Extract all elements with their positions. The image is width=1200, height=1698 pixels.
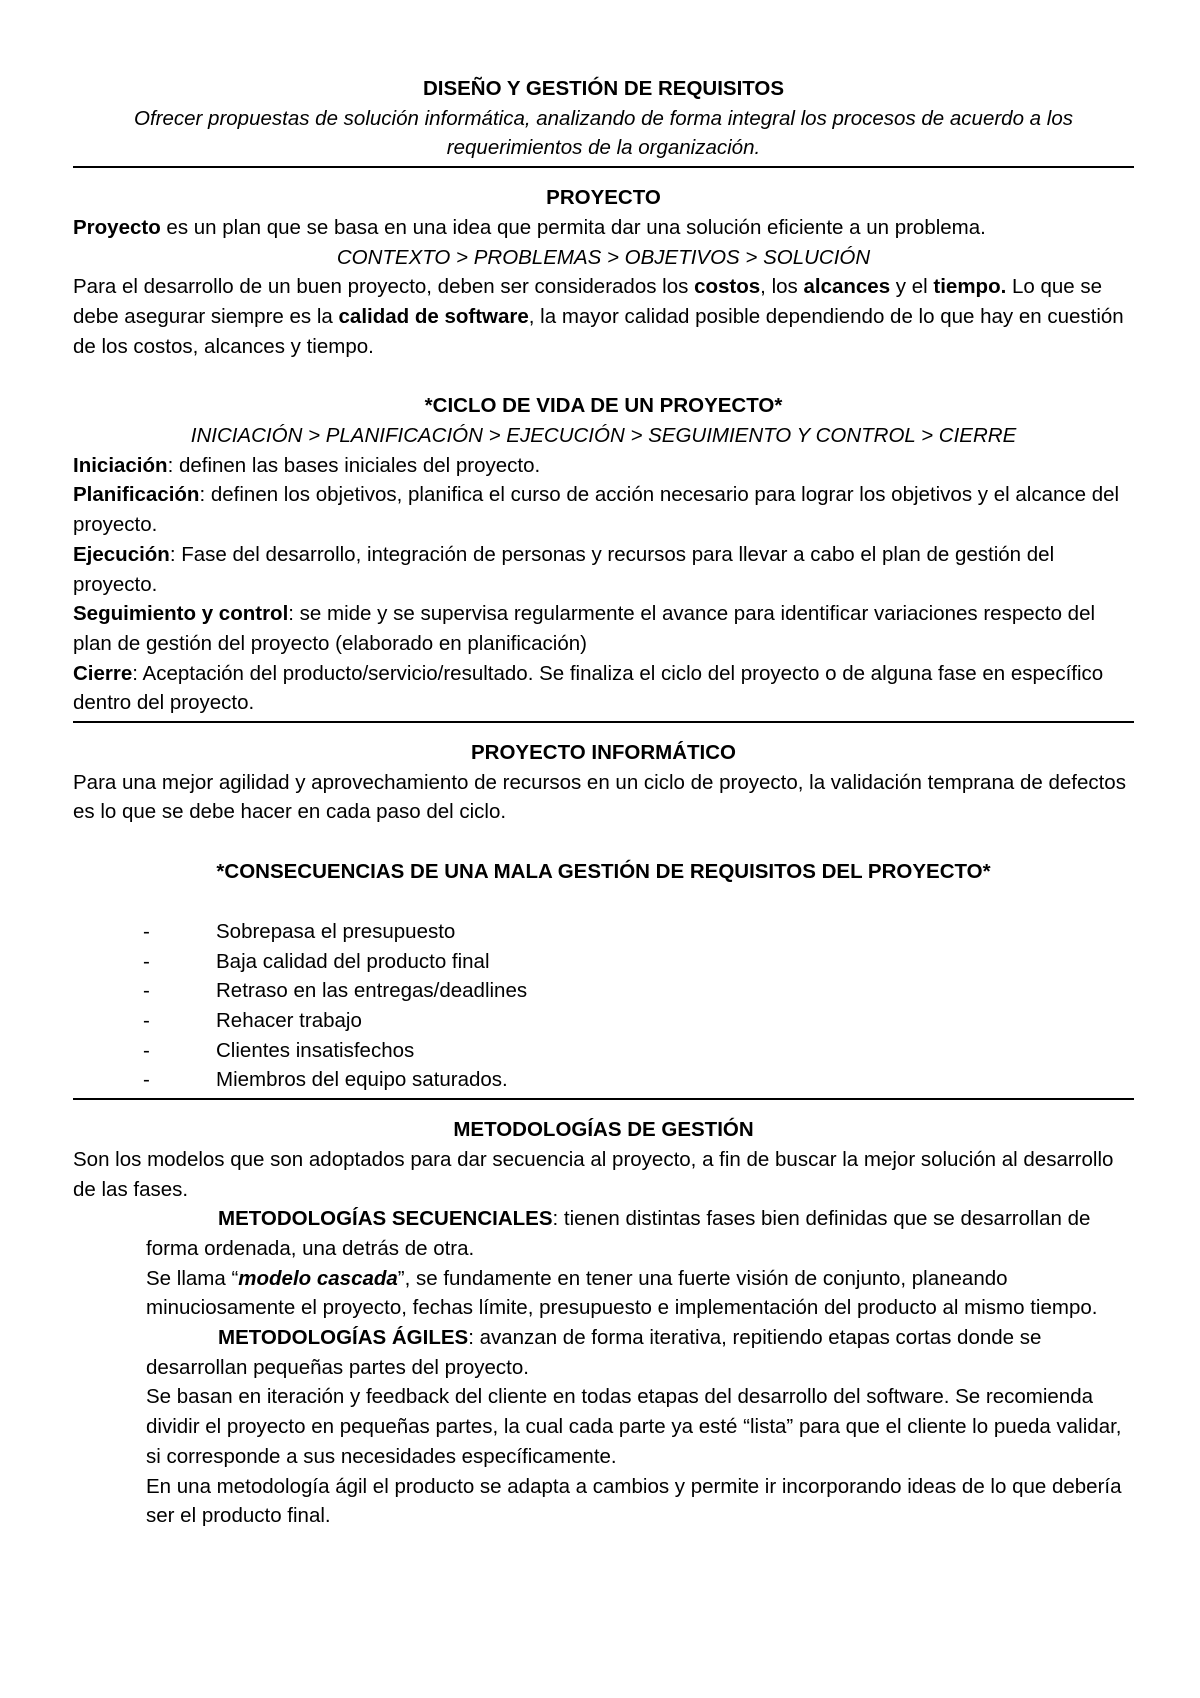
- agiles-paragraph-3: En una metodología ágil el producto se adapta a cambios y permite ir incorporando ideas de lo que debería ser el producto final.: [146, 1474, 1122, 1528]
- list-item: - Sobrepasa el presupuesto: [143, 919, 456, 943]
- agiles-paragraph-2: Se basan en iteración y feedback del cliente en todas etapas del desarrollo del software. Se recomienda dividir el proyecto en pequeñas partes, la cual cada parte ya esté “lista” para que el cliente lo pueda validar, si corresponde a sus necesidades específicamente.: [146, 1385, 1122, 1468]
- consecuencias-list: [73, 917, 1134, 1095]
- ciclo-phase-cierre: Cierre: Aceptación del producto/servicio/resultado. Se finaliza el ciclo del proyecto o de alguna fase en específico dentro del proyecto.: [73, 661, 1104, 715]
- metodologias-agiles: METODOLOGÍAS ÁGILES: avanzan de forma iterativa, repitiendo etapas cortas donde se desarrollan pequeñas partes del proyecto.: [146, 1326, 1042, 1379]
- proyecto-term: Proyecto: [73, 215, 161, 239]
- list-item: - Rehacer trabajo: [143, 1008, 362, 1032]
- proyecto-flow: CONTEXTO > PROBLEMAS > OBJETIVOS > SOLUCIÓN: [336, 245, 871, 269]
- ciclo-phase-planificacion: Planificación: definen los objetivos, planifica el curso de acción necesario para lograr los objetivos y el alcance del proyecto.: [73, 483, 1120, 537]
- consecuencias-heading: *CONSECUENCIAS DE UNA MALA GESTIÓN DE REQUISITOS DEL PROYECTO*: [216, 860, 991, 884]
- ciclo-phase-ejecucion: Ejecución: Fase del desarrollo, integración de personas y recursos para llevar a cabo el plan de gestión del proyecto.: [73, 542, 1055, 596]
- proyecto-paragraph: Para el desarrollo de un buen proyecto, deben ser considerados los costos, los alcances y el tiempo. Lo que se debe asegurar siempre es la calidad de software, la mayor calidad posible dependiendo de lo que hay en cuestión de los costos, alcances y tiempo.: [73, 275, 1124, 358]
- informatico-text: Para una mejor agilidad y aprovechamiento de recursos en un ciclo de proyecto, la validación temprana de defectos es lo que se debe hacer en cada paso del ciclo.: [73, 770, 1126, 824]
- list-item: - Miembros del equipo saturados.: [143, 1068, 508, 1092]
- proyecto-heading: PROYECTO: [546, 186, 661, 210]
- metodologias-intro: Son los modelos que son adoptados para dar secuencia al proyecto, a fin de buscar la mejor solución al desarrollo de las fases.: [73, 1147, 1114, 1201]
- list-item: - Baja calidad del producto final: [143, 949, 490, 973]
- ciclo-flow: INICIACIÓN > PLANIFICACIÓN > EJECUCIÓN > SEGUIMIENTO Y CONTROL > CIERRE: [190, 424, 1017, 448]
- ciclo-heading: *CICLO DE VIDA DE UN PROYECTO*: [424, 394, 783, 418]
- list-item: - Retraso en las entregas/deadlines: [143, 979, 528, 1003]
- document-title: DISEÑO Y GESTIÓN DE REQUISITOS: [422, 77, 785, 100]
- informatico-heading: PROYECTO INFORMÁTICO: [471, 741, 736, 765]
- ciclo-phase-iniciacion: Iniciación: definen las bases iniciales del proyecto.: [73, 453, 541, 477]
- document-subtitle: Ofrecer propuestas de solución informática, analizando de forma integral los procesos de acuerdo a los requerimientos de la organización.: [134, 106, 1073, 160]
- modelo-cascada: Se llama “modelo cascada”, se fundamente en tener una fuerte visión de conjunto, planeando minuciosamente el proyecto, fechas límite, presupuesto e implementación del producto al mismo tiempo.: [146, 1266, 1098, 1320]
- metodologias-secuenciales: METODOLOGÍAS SECUENCIALES: tienen distintas fases bien definidas que se desarrollan de forma ordenada, una detrás de otra.: [146, 1207, 1091, 1260]
- list-item: - Clientes insatisfechos: [143, 1038, 415, 1062]
- ciclo-phase-seguimiento: Seguimiento y control: se mide y se supervisa regularmente el avance para identificar variaciones respecto del plan de gestión del proyecto (elaborado en planificación): [73, 602, 1096, 655]
- proyecto-definition: Proyecto es un plan que se basa en una idea que permita dar una solución eficiente a un problema.: [73, 215, 986, 239]
- metodologias-heading: METODOLOGÍAS DE GESTIÓN: [453, 1118, 754, 1142]
